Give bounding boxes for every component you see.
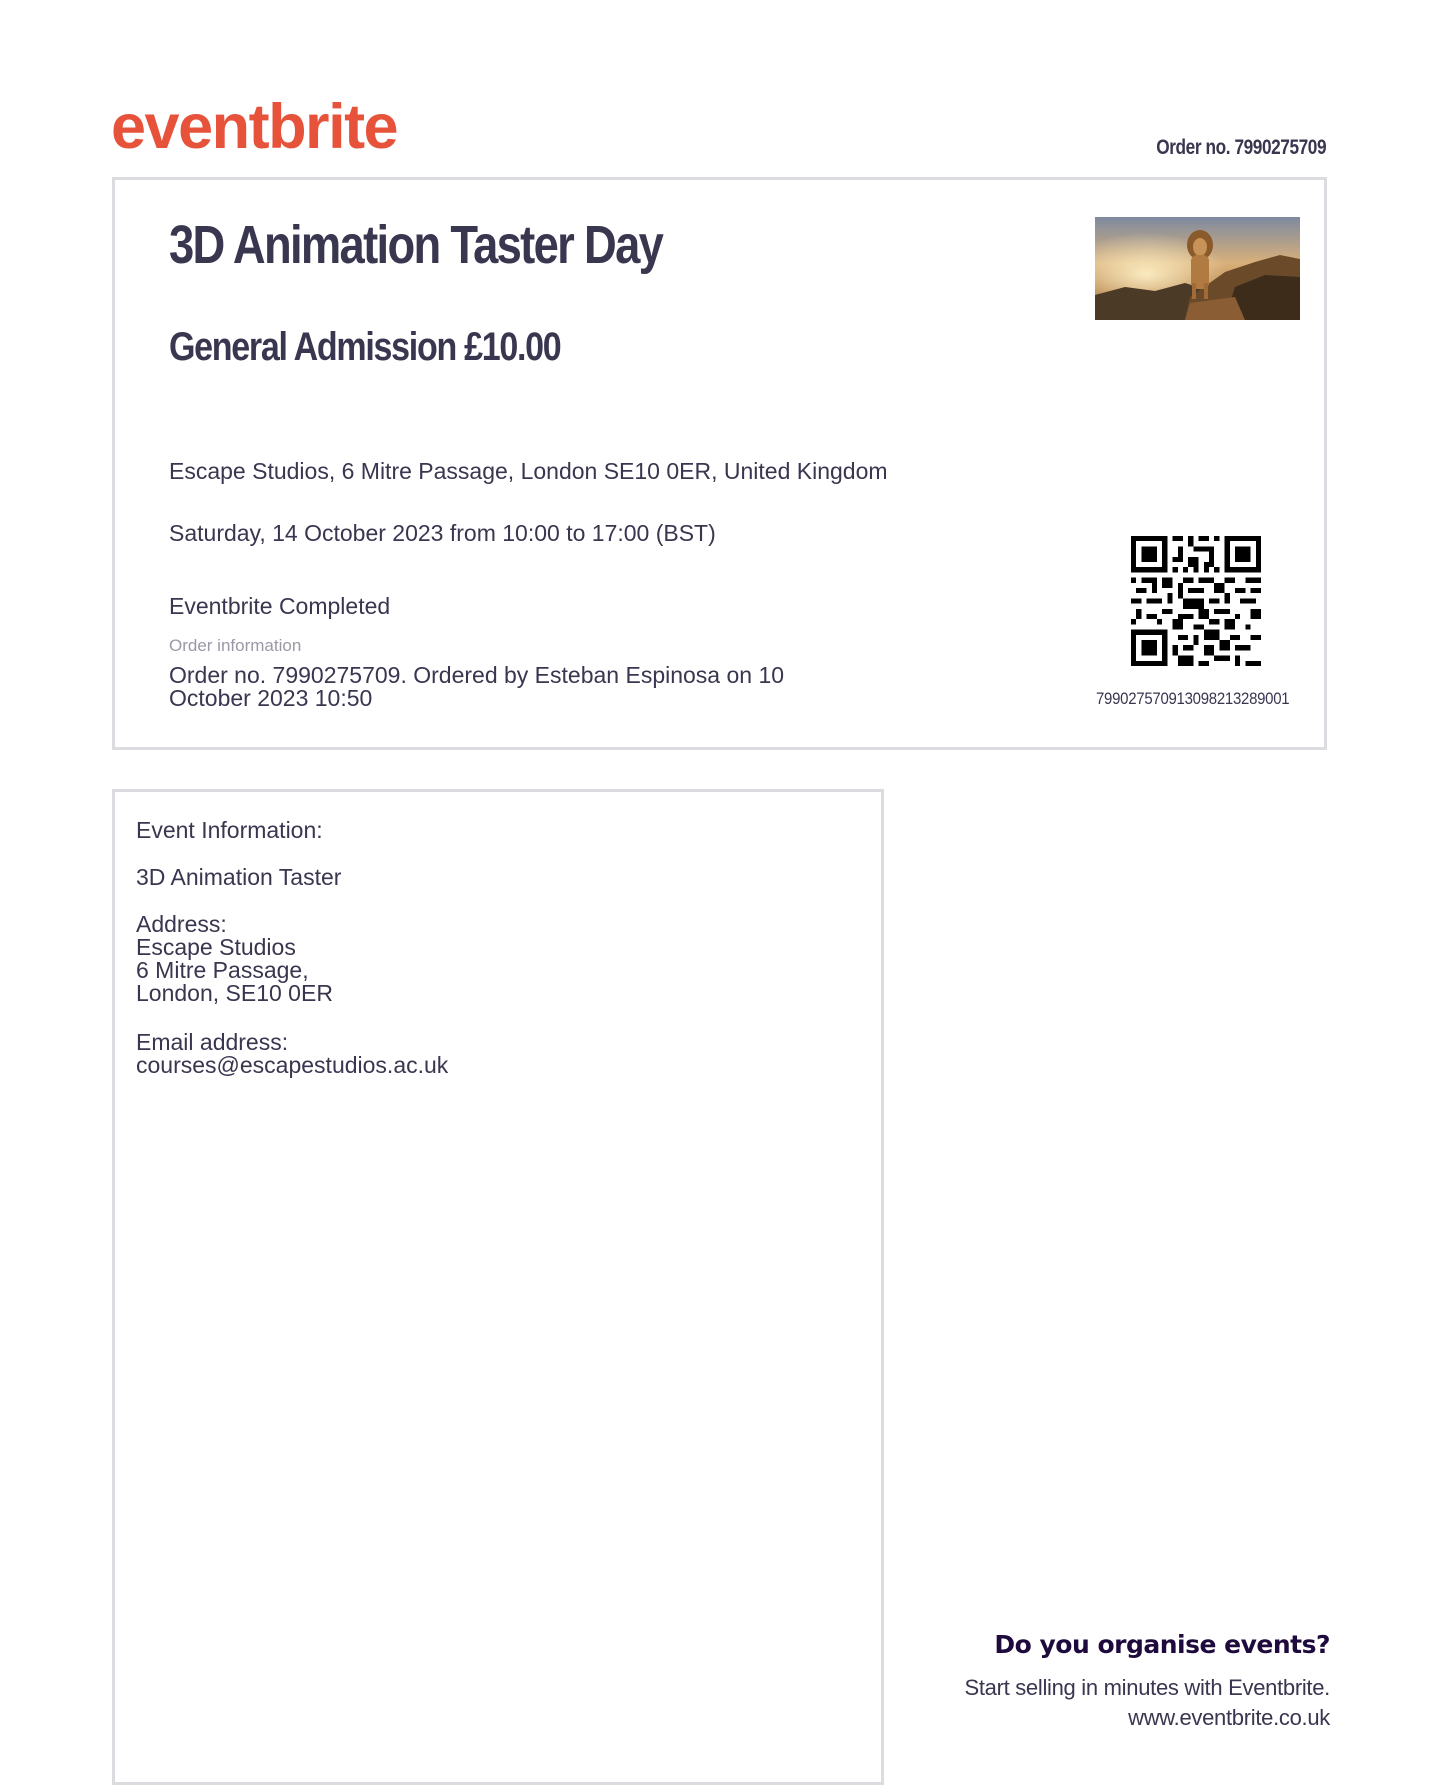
promo-title: Do you organise events? — [994, 1630, 1330, 1659]
email-label: Email address: — [136, 1029, 289, 1055]
event-information-box — [112, 789, 884, 1785]
event-image — [1095, 217, 1300, 320]
address-line: Escape Studios — [136, 934, 296, 960]
qr-code-icon — [1131, 536, 1261, 666]
order-number-header: Order no. 7990275709 — [1156, 136, 1326, 159]
ticket-card — [112, 177, 1327, 750]
eventbrite-logo: eventbrite — [111, 92, 398, 162]
event-info-name: 3D Animation Taster — [136, 864, 342, 890]
promo-subtitle: Start selling in minutes with Eventbrite. — [964, 1675, 1330, 1700]
promo-link[interactable]: www.eventbrite.co.uk — [1128, 1705, 1330, 1730]
email-address[interactable]: courses@escapestudios.ac.uk — [136, 1052, 449, 1078]
address-label: Address: — [136, 911, 227, 937]
ticket-type: General Admission £10.00 — [169, 325, 561, 369]
barcode-number: 7990275709130982132890​01 — [1096, 689, 1290, 708]
event-title: 3D Animation Taster Day — [169, 215, 663, 275]
order-status: Eventbrite Completed — [169, 593, 391, 619]
lion-photo-icon — [1095, 217, 1300, 320]
event-info-heading: Event Information: — [136, 817, 323, 843]
event-datetime: Saturday, 14 October 2023 from 10:00 to 17:00 (BST) — [169, 520, 716, 546]
venue-address: Escape Studios, 6 Mitre Passage, London SE10 0ER, United Kingdom — [169, 458, 888, 484]
order-detail: Order no. 7990275709. Ordered by Esteban Espinosa on 10 October 2023 10:50 — [169, 662, 785, 711]
address-line: 6 Mitre Passage, — [136, 957, 309, 983]
address-line: London, SE10 0ER — [136, 980, 333, 1006]
order-info-label: Order information — [169, 636, 302, 655]
